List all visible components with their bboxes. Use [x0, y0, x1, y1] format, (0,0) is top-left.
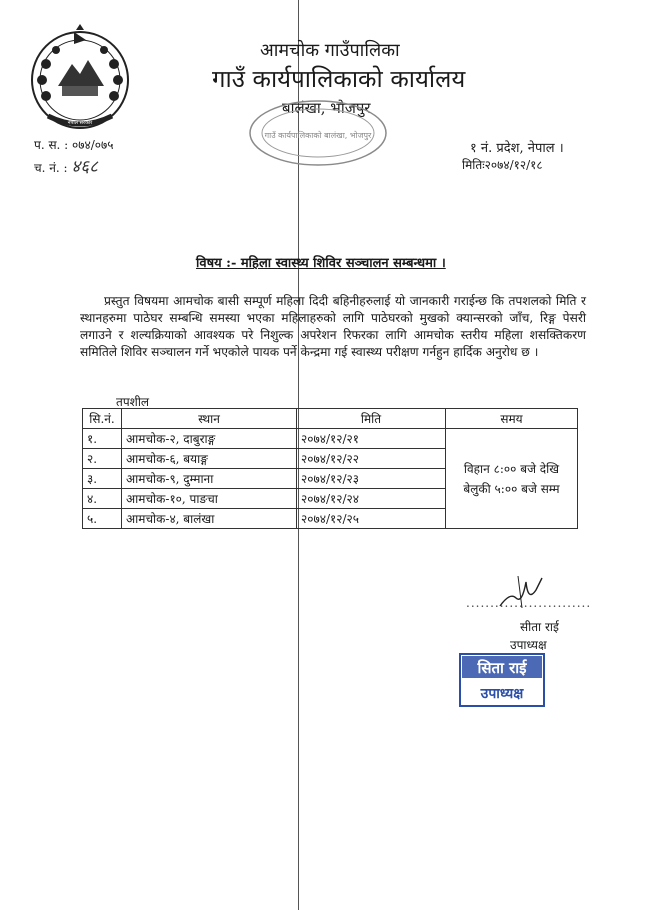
office-stamp-text: गाउँ कार्यपालिकाको बालंखा, भोजपुर [264, 131, 372, 140]
row-sn: १. [83, 429, 122, 449]
chalani-number [34, 154, 98, 177]
row-place: आमचोक-२, दाबुराङ्ग [122, 429, 297, 449]
municipality-name: आमचोक गाउँपालिका [260, 40, 400, 61]
row-date: २०७४/१२/२४ [297, 489, 446, 509]
row-sn: ५. [83, 509, 122, 529]
row-place: आमचोक-१०, पाङचा [122, 489, 297, 509]
signer-role: उपाध्यक्ष [510, 638, 547, 652]
office-stamp-icon [244, 96, 392, 170]
province-address: १ नं. प्रदेश, नेपाल । [470, 141, 564, 156]
col-header-date: मिति [297, 409, 446, 429]
office-location: बालंखा, भोजपुर [282, 99, 371, 117]
emblem-text: नेपाल सरकार [67, 120, 93, 126]
col-header-time: समय [446, 409, 578, 429]
table-header-row [83, 409, 578, 429]
time-line-2: बेलुकी ५:०० बजे सम्म [463, 481, 560, 496]
row-place: आमचोक-४, बालंखा [122, 509, 297, 529]
details-label: तपशील [116, 395, 150, 409]
patra-sankhya: प. स. : ०७४/०७५ [34, 138, 114, 152]
row-date: २०७४/१२/२१ [297, 429, 446, 449]
row-sn: २. [83, 449, 122, 469]
chalani-label: च. नं. : [34, 161, 68, 175]
row-place: आमचोक-६, बयाङ्ग [122, 449, 297, 469]
row-place: आमचोक-९, दुम्माना [122, 469, 297, 489]
row-sn: ३. [83, 469, 122, 489]
office-name: गाउँ कार्यपालिकाको कार्यालय [212, 65, 466, 93]
nepal-emblem-icon [28, 24, 132, 134]
row-sn: ४. [83, 489, 122, 509]
schedule-table [82, 408, 578, 529]
name-stamp-line1: सिता राई [477, 659, 527, 677]
table-row [83, 429, 578, 449]
row-date: २०७४/१२/२२ [297, 449, 446, 469]
col-header-place: स्थान [122, 409, 297, 429]
subject-line: विषय :- महिला स्वास्थ्य शिविर सञ्चालन सम्बन्धमा । [196, 256, 446, 271]
body-text: प्रस्तुत विषयमा आमचोक बासी सम्पूर्ण महिला दिदी बहिनीहरुलाई यो जानकारी गराईन्छ कि तपशलको मिति र स्थानहरुमा पाठेघर सम्बन्धि समस्या भएका महिलाहरुको लागि पाठेघरको मुखको क्यान्सरको जाँच, रिङ्ग पेसरी लगाउने र शल्यक्रियाको आवश्यक परे निशुल्क अपरेशन रिफरका लागि आमचोक स्तरीय महिला शसक्तिकरण समितिले शिविर सञ्चालन गर्ने भएकोले पायक पर्ने केन्द्रमा गई स्वास्थ्य परीक्षण गर्नहुन हार्दिक अनुरोध छ । [80, 294, 586, 359]
chalani-value: ४६८ [71, 157, 98, 177]
signer-name: सीता राई [520, 620, 559, 634]
signature-dots: .......................... [466, 596, 592, 610]
col-header-sn: सि.नं. [83, 409, 122, 429]
time-cell [446, 429, 578, 529]
letter-date: मितिः२०७४/१२/१८ [462, 158, 543, 172]
name-stamp-line2: उपाध्यक्ष [480, 686, 524, 702]
row-date: २०७४/१२/२५ [297, 509, 446, 529]
row-date: २०७४/१२/२३ [297, 469, 446, 489]
body-paragraph [80, 293, 586, 361]
time-line-1: विहान ८:०० बजे देखि [463, 461, 560, 476]
name-stamp-icon [458, 652, 546, 708]
